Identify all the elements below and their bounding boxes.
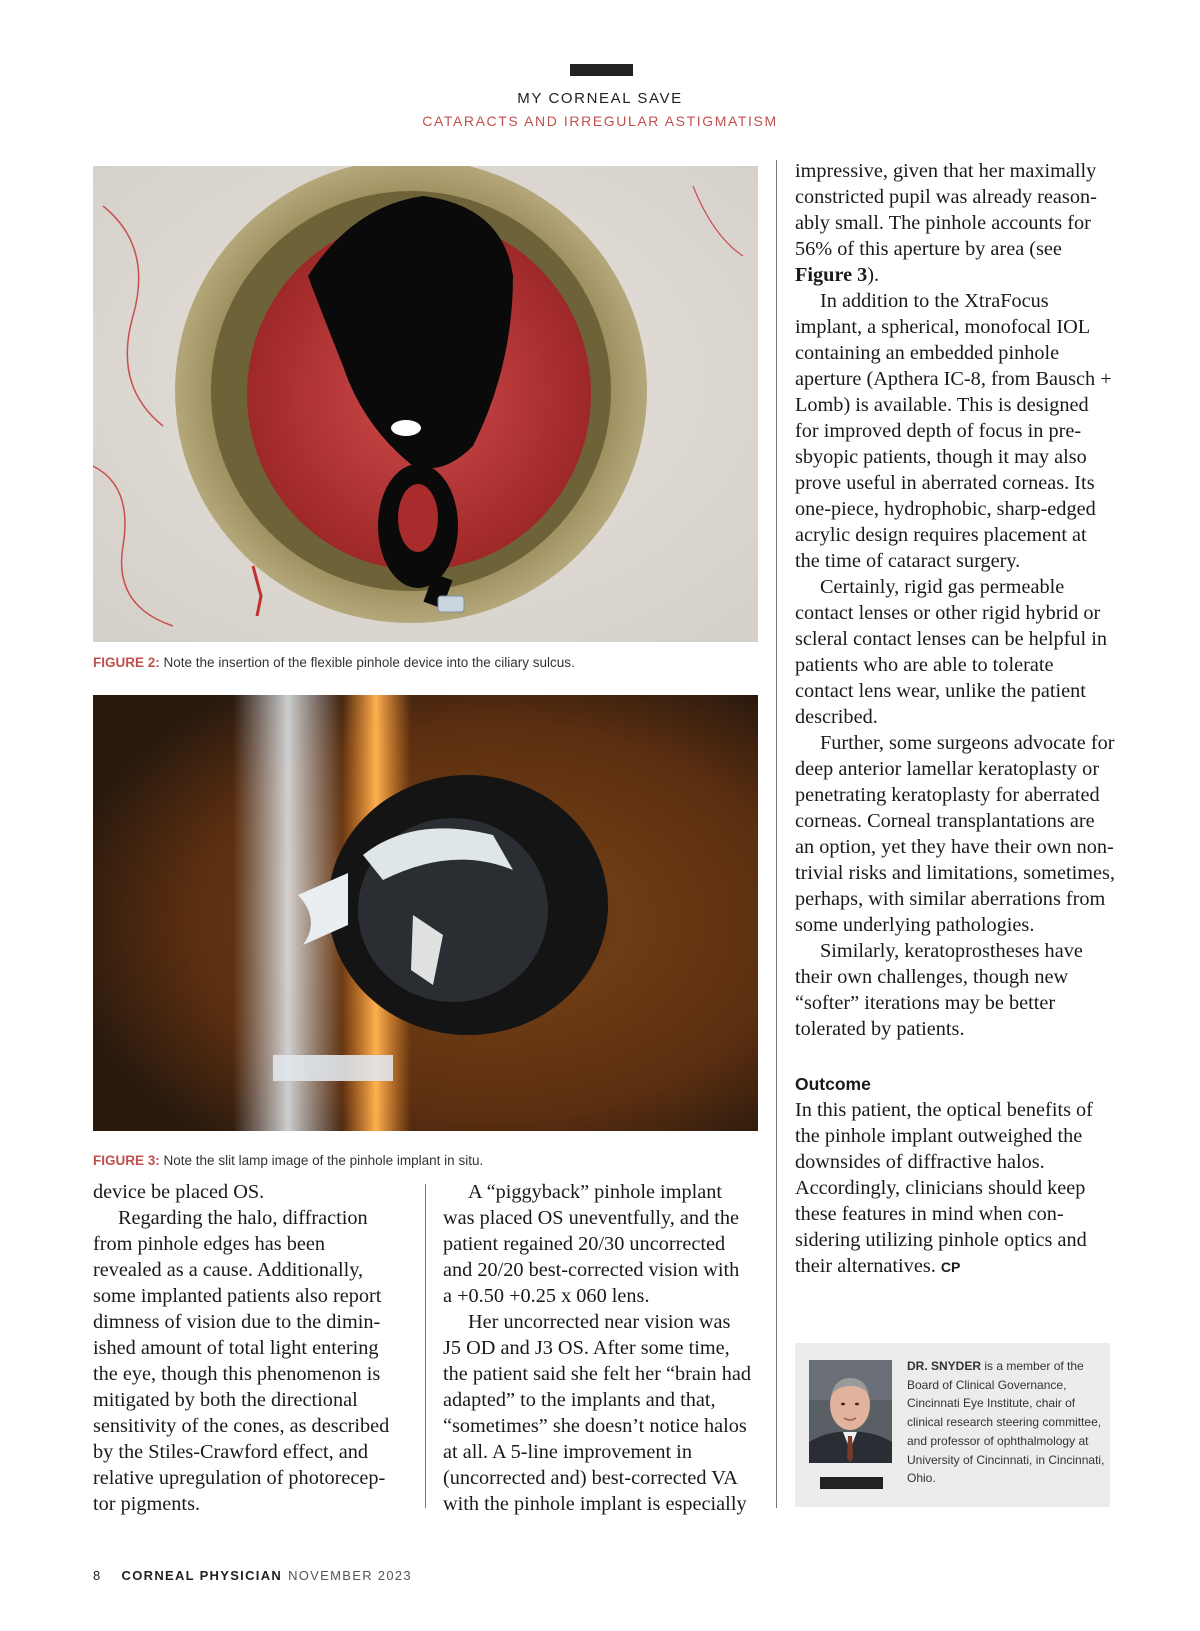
figure-3-reference: Figure 3 [795, 264, 868, 286]
issue-date: NOVEMBER 2023 [288, 1568, 412, 1583]
col2-paragraph-2: Her uncorrected near vision was J5 OD and J3 OS. After some time, the patient said she felt her “brain had adapted” to the implants and that, “sometimes” she doesn’t notice halos at all. A 5-line improvement in (uncorrected and) best-corrected VA with the pinhole implant is especially [443, 1311, 752, 1515]
col3-paragraph-4: Further, some surgeons advocate for deep anterior lamellar keratoplasty or penetrating keratoplasty for aberrated corneas. Corneal transplantations are an option, yet they have their own non-trivial risks and limitations, sometimes, perhaps, with similar aberrations from some underlying pathologies. [795, 732, 1115, 936]
publication-name: CORNEAL PHYSICIAN [121, 1568, 283, 1583]
author-bio [795, 1343, 1110, 1507]
figure-3-label: FIGURE 3: [93, 1153, 160, 1168]
end-mark: CP [940, 1259, 961, 1275]
bio-description: is a member of the Board of Clinical Governance, Cincinnati Eye Institute, chair of clinical research steering committee, and professor of ophthalmology at University of Cincinnati, in Cincinnati, Ohio. [907, 1359, 1105, 1486]
page-number: 8 [93, 1568, 102, 1583]
author-photo [809, 1360, 892, 1463]
col1-paragraph-1: device be placed OS. [93, 1181, 265, 1203]
author-name: DR. SNYDER [907, 1359, 982, 1373]
figure-2-caption [93, 655, 773, 670]
outcome-heading: Outcome [795, 1074, 871, 1094]
col2-paragraph-1: A “piggyback” pinhole implant was placed OS uneventfully, and the patient regained 20/30 uncorrected and 20/20 best-corrected vision with a +0.50 +0.25 x 060 lens. [443, 1181, 740, 1307]
section-title: MY CORNEAL SAVE [517, 90, 683, 107]
col3-paragraph-2: In addition to the XtraFocus implant, a spherical, monofocal IOL containing an embedded pinhole aperture (Apthera IC-8, from Bausch + Lomb) is available. This is designed for improved depth of focus in presbyopic patients, though it may also prove useful in aberrated corneas. Its one-piece, hydrophobic, sharp-edged acrylic design requires placement at the time of cataract surgery. [795, 290, 1112, 572]
col3-p6-text: In this patient, the optical benefits of the pinhole implant outweighed the downsides of diffractive halos. Accordingly, clinicians should keep these features in mind when considering utilizing pinhole optics and their alternatives. [795, 1099, 1093, 1277]
col3-p1-end: ). [867, 264, 880, 286]
figure-2-caption-text: Note the insertion of the flexible pinhole device into the ciliary sulcus. [163, 655, 575, 670]
section-subtitle: CATARACTS AND IRREGULAR ASTIGMATISM [422, 113, 778, 129]
column-divider-right [776, 160, 777, 1508]
figure-2-image [93, 166, 758, 642]
header-bar [570, 64, 633, 76]
col3-paragraph-5: Similarly, keratoprostheses have their own challenges, though new “softer” iterations may be better tolerated by patients. [795, 940, 1083, 1040]
column-3 [795, 158, 1115, 1280]
bio-text [907, 1357, 1107, 1488]
column-divider [425, 1184, 426, 1508]
col3-paragraph-3: Certainly, rigid gas permeable contact lenses or other rigid hybrid or scleral contact lenses can be helpful in patients who are able to tolerate contact lens wear, unlike the patient described. [795, 576, 1107, 728]
page-footer [93, 1568, 412, 1583]
col3-paragraph-1 [795, 158, 1115, 288]
col3-paragraph-6 [795, 1097, 1115, 1280]
column-1 [93, 1179, 397, 1517]
figure-2-label: FIGURE 2: [93, 655, 160, 670]
col3-p1-text: impressive, given that her maximally constricted pupil was already reasonably small. The pinhole accounts for 56% of this aperture by area (see [795, 160, 1097, 260]
figure-3-image [93, 695, 758, 1131]
figure-3-caption [93, 1153, 773, 1168]
col1-paragraph-2: Regarding the halo, diffraction from pinhole edges has been revealed as a cause. Additionally, some implanted patients also report dimness of vision due to the diminished amount of total light entering the eye, though this phenomenon is mitigated by both the directional sensitivity of the cones, as described by the Stiles-Crawford effect, and relative upregulation of photoreceptor pigments. [93, 1207, 390, 1515]
column-2 [443, 1179, 752, 1517]
bio-bar [820, 1477, 883, 1489]
figure-3-caption-text: Note the slit lamp image of the pinhole implant in situ. [163, 1153, 484, 1168]
